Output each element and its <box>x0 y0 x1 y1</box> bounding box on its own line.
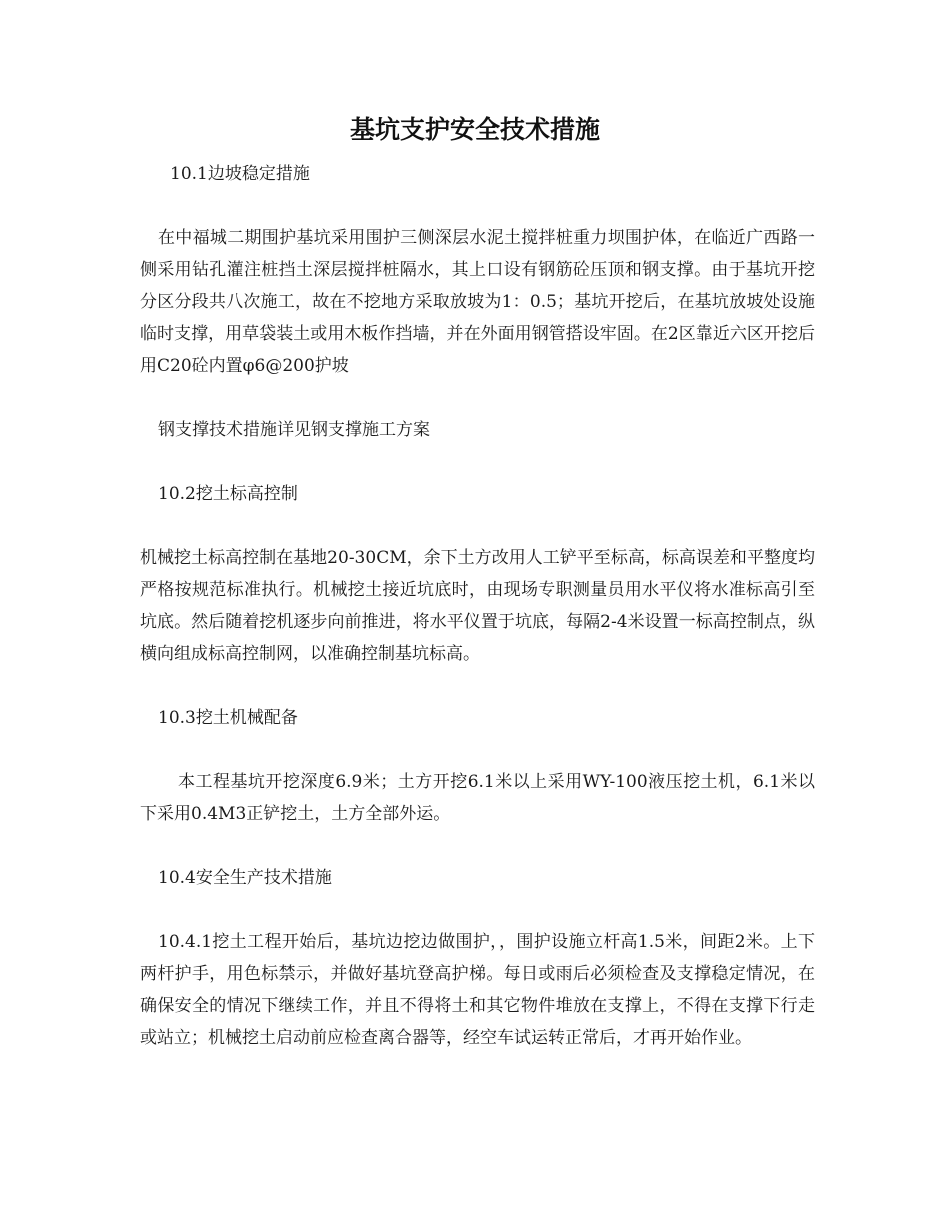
section-heading-10-2: 10.2挖土标高控制 <box>158 484 298 504</box>
paragraph-safety-measures: 10.4.1挖土工程开始后，基坑边挖边做围护，，围护设施立杆高1.5米，间距2米。上下两杆护手，用色标禁示，并做好基坑登高护梯。每日或雨后必须检查及支撑稳定情况，在确保安全的情况下继续工作，并且不得将土和其它物件堆放在支撑上，不得在支撑下行走或站立；机械挖土启动前应检查离合器等，经空车试运转正常后，才再开始作业。 <box>140 932 815 1048</box>
section-heading-10-3: 10.3挖土机械配备 <box>158 708 298 728</box>
paragraph-steel-support: 钢支撑技术措施详见钢支撑施工方案 <box>158 420 430 440</box>
section-heading-10-4: 10.4安全生产技术措施 <box>158 868 332 888</box>
paragraph-slope-stability: 在中福城二期围护基坑采用围护三侧深层水泥土搅拌桩重力坝围护体，在临近广西路一侧采用钻孔灌注桩挡土深层搅拌桩隔水，其上口设有钢筋砼压顶和钢支撑。由于基坑开挖分区分段共八次施工，故在不挖地方采取放坡为1：0.5；基坑开挖后，在基坑放坡处设施临时支撑，用草袋装土或用木板作挡墙，并在外面用钢管搭设牢固。在2区靠近六区开挖后用C20砼内置φ6@200护坡 <box>140 228 815 376</box>
document-title: 基坑支护安全技术措施 <box>349 115 600 144</box>
paragraph-excavation-machinery: 本工程基坑开挖深度6.9米；土方开挖6.1米以上采用WY-100液压挖土机，6.1米以下采用0.4M3正铲挖土，土方全部外运。 <box>140 772 815 824</box>
section-heading-10-1: 10.1边坡稳定措施 <box>170 164 310 184</box>
paragraph-elevation-control: 机械挖土标高控制在基地20-30CM，余下土方改用人工铲平至标高，标高误差和平整度均严格按规范标准执行。机械挖土接近坑底时，由现场专职测量员用水平仪将水准标高引至坑底。然后随着挖机逐步向前推进，将水平仪置于坑底，每隔2-4米设置一标高控制点，纵横向组成标高控制网，以准确控制基坑标高。 <box>140 548 815 664</box>
